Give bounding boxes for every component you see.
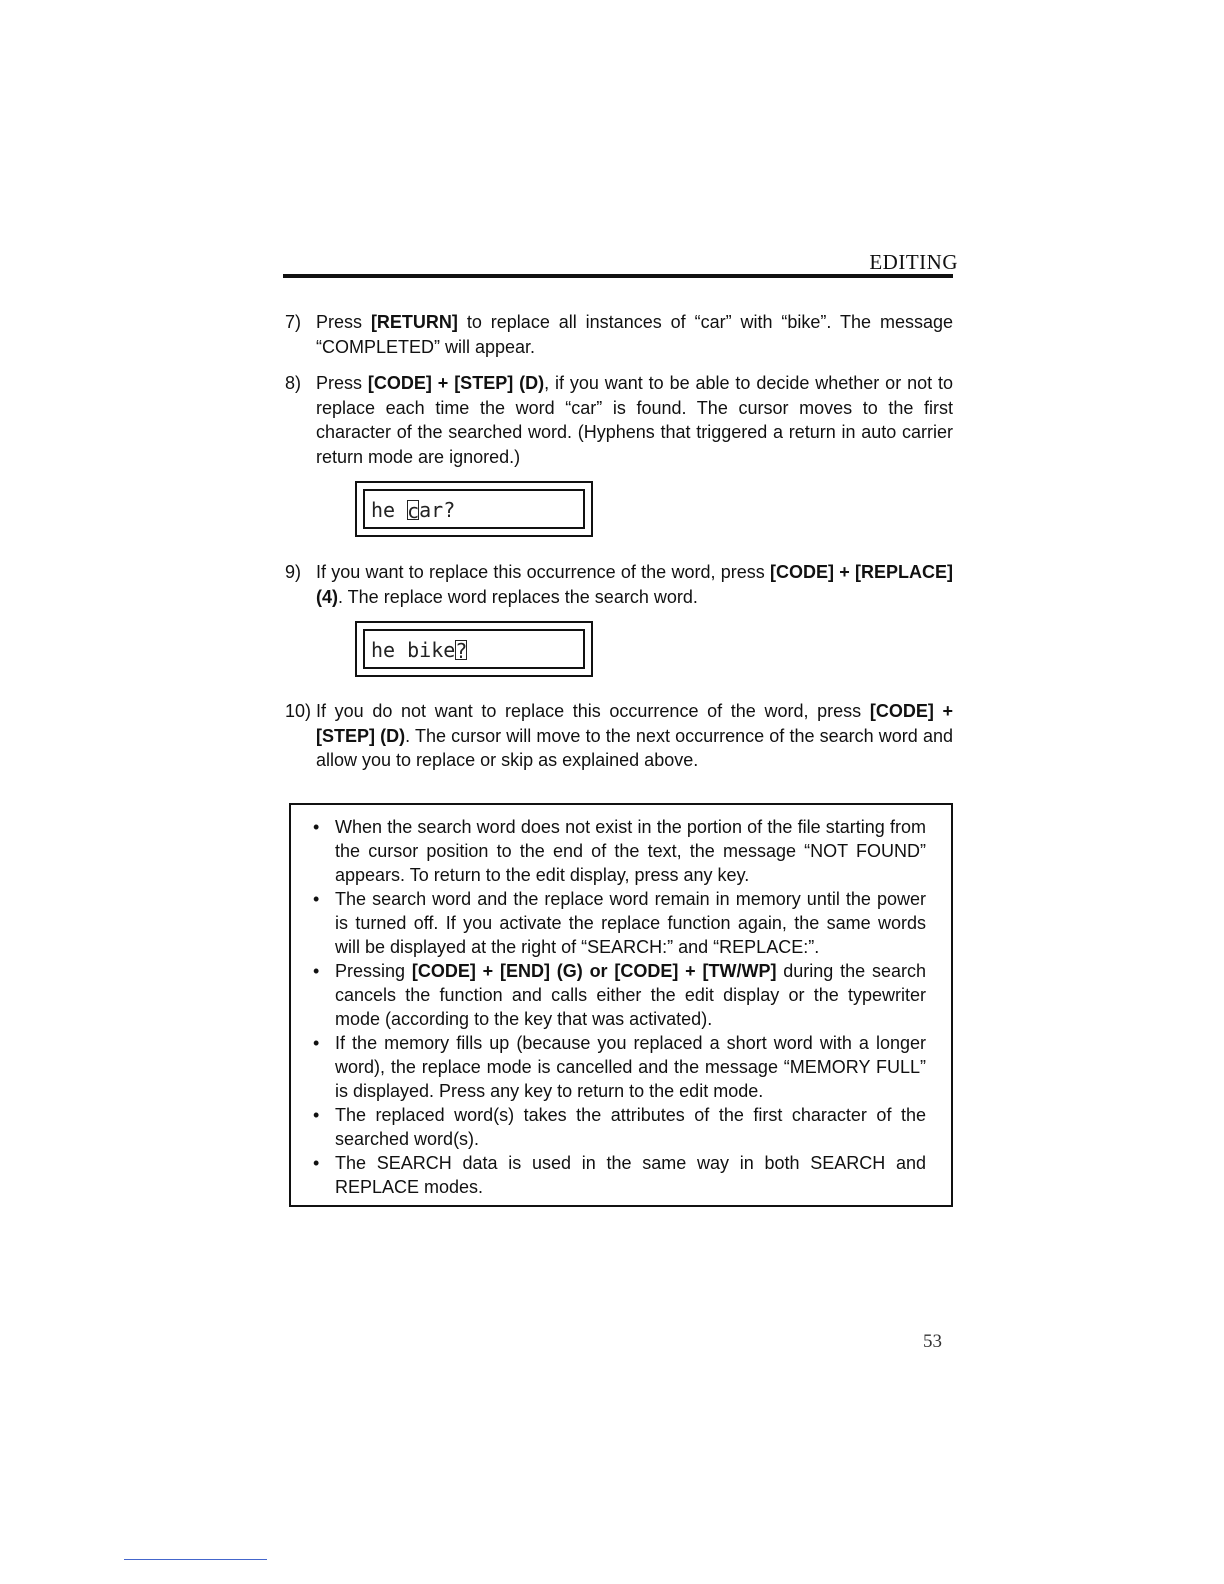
- step-text-part: , if you want to be able to decide whether or not to replace each time the word “car” is found. The cursor moves to the first character of the searched word. (Hyphens that triggered a return in auto carrier return mode are ignored.): [316, 373, 954, 467]
- step-9: [285, 560, 953, 609]
- note-text: during the search cancels the function and calls either the edit display or the typewriter mode (according to the key that was activated).: [335, 961, 926, 1029]
- step-text-part: If you do not want to replace this occurrence of the word, press: [316, 701, 870, 721]
- key-sequence: [RETURN]: [370, 312, 458, 332]
- notes-box: [289, 803, 953, 1207]
- key-sequence: [CODE] + [STEP] (D): [367, 373, 545, 393]
- note-text: If the memory fills up (because you replaced a short word with a longer word), the replace mode is cancelled and the message “MEMORY FULL” is displayed. Press any key to return to the edit mode.: [335, 1033, 926, 1101]
- footnote-rule: [124, 1559, 267, 1560]
- key-sequence: [CODE] + [REPLACE] (4): [316, 562, 953, 607]
- bullet: •: [313, 889, 320, 909]
- bullet: •: [313, 1033, 320, 1053]
- step-text: [316, 560, 953, 609]
- step-number: 10): [285, 701, 312, 721]
- lcd-display-replace: [355, 621, 593, 677]
- bullet: •: [313, 1153, 320, 1173]
- step-text: [316, 310, 953, 359]
- step-number: 8): [285, 373, 302, 393]
- note-item: [313, 887, 926, 959]
- lcd-frame: [363, 489, 585, 529]
- step-text-part: If you want to replace this occurrence of the word, press: [316, 562, 770, 582]
- lcd-text: [371, 498, 455, 522]
- step-text-part: . The cursor will move to the next occurrence of the search word and allow you to replace or skip as explained above.: [316, 725, 953, 770]
- step-number: 7): [285, 312, 302, 332]
- note-text: The SEARCH data is used in the same way in both SEARCH and REPLACE modes.: [335, 1153, 926, 1197]
- note-item: [313, 959, 926, 1031]
- notes-list: [291, 805, 951, 1199]
- note-text: When the search word does not exist in the portion of the file starting from the cursor position to the end of the text, the message “NOT FOUND” appears. To return to the edit display, press any key.: [335, 817, 926, 885]
- bullet: •: [313, 961, 320, 981]
- step-text-part: Press: [316, 373, 368, 393]
- step-text-part: . The replace word replaces the search word.: [338, 586, 698, 607]
- cursor-block: [455, 639, 468, 663]
- step-text-part: Press: [316, 312, 371, 332]
- cursor-block: [407, 499, 420, 523]
- key-sequence: [CODE] + [STEP] (D): [316, 701, 953, 746]
- note-item: [313, 1031, 926, 1103]
- step-text: [316, 699, 953, 773]
- step-10: [285, 699, 953, 773]
- bullet: •: [313, 1105, 320, 1125]
- key-sequence: [CODE] + [END] (G) or [CODE] + [TW/WP]: [411, 961, 777, 981]
- note-text: The search word and the replace word remain in memory until the power is turned off. If you activate the replace function again, the same words will be displayed at the right of “SEARCH:” and “REPLACE:”.: [335, 889, 926, 957]
- lcd-text-before: he bike: [371, 638, 456, 662]
- note-text: The replaced word(s) takes the attributes of the first character of the searched word(s).: [335, 1105, 926, 1149]
- step-8: [285, 371, 953, 469]
- bullet: •: [313, 817, 320, 837]
- note-item: [313, 815, 926, 887]
- lcd-text-after: ar?: [419, 498, 456, 522]
- lcd-text: [371, 638, 467, 662]
- step-text: [316, 371, 953, 469]
- page-number: 53: [923, 1331, 942, 1352]
- lcd-frame: [363, 629, 585, 669]
- step-7: [285, 310, 953, 359]
- lcd-text-before: he: [371, 498, 408, 522]
- step-text-part: to replace all instances of “car” with “bike”. The message “COMPLETED” will appear.: [316, 312, 953, 357]
- lcd-display-search: [355, 481, 593, 537]
- cursor-char: ?: [455, 639, 468, 663]
- note-item: [313, 1151, 926, 1199]
- note-text: Pressing: [335, 961, 412, 981]
- note-item: [313, 1103, 926, 1151]
- section-title: EDITING: [869, 250, 958, 274]
- cursor-char: c: [407, 499, 420, 523]
- header-rule: [283, 274, 953, 278]
- step-number: 9): [285, 562, 302, 582]
